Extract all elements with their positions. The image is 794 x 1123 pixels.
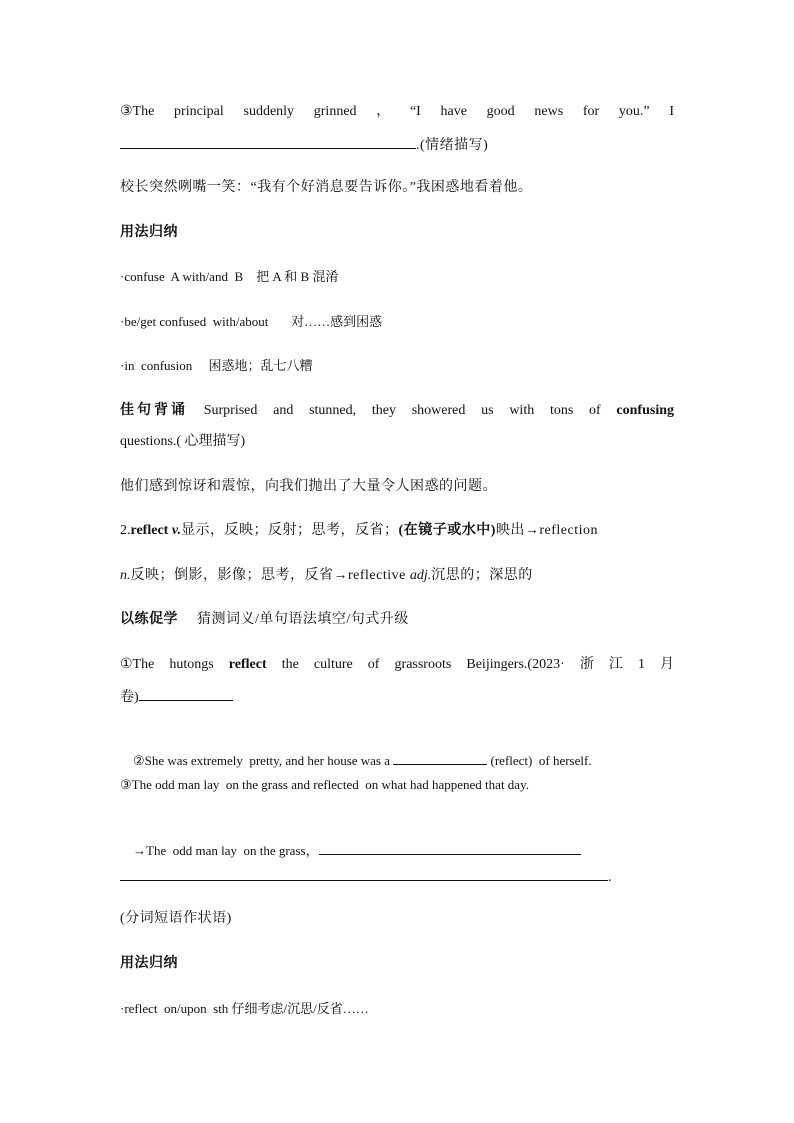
sentence-label: 佳句背诵 — [120, 403, 188, 418]
word: tons — [549, 403, 574, 418]
word: they — [371, 403, 396, 418]
word: the — [281, 657, 299, 672]
word: have — [440, 104, 467, 119]
practice-3-arrow-text: →The odd man lay on the grass， — [133, 843, 319, 858]
practice-subheading: 猜测词义/单句语法填空/句式升级 — [197, 612, 409, 627]
word: for — [582, 104, 600, 119]
usage-item: ·confuse A with/and B 把 A 和 B 混淆 — [120, 269, 339, 284]
word: you.” — [618, 104, 650, 119]
usage-item: ·reflect on/upon sth 仔细考虑/沉思/反省…… — [120, 1001, 369, 1016]
entry-line2-end: 沉思的；深思的 — [431, 568, 533, 583]
practice-1-source: 卷) — [120, 690, 139, 705]
word: us — [481, 403, 494, 418]
word: ①The — [120, 657, 155, 672]
practice-1-line — [120, 655, 674, 675]
entry-pos: v. — [171, 523, 182, 538]
word: with — [509, 403, 535, 418]
word: 月 — [660, 657, 674, 672]
word: “I — [409, 104, 421, 119]
answer-blank[interactable] — [120, 134, 416, 149]
word: Surprised — [203, 403, 258, 418]
word: principal — [174, 104, 224, 119]
entry-pos-adj: adj. — [409, 568, 432, 583]
entry-word: reflect — [130, 523, 169, 538]
word: and — [273, 403, 294, 418]
word: stunned, — [309, 403, 357, 418]
word: grassroots — [394, 657, 452, 672]
practice-2-text-before: ②She was extremely pretty, and her house was a — [133, 753, 394, 768]
word: grinned — [313, 104, 357, 119]
entry-meaning-2: 映出→reflection — [495, 523, 598, 538]
practice-heading: 以练促学 — [120, 612, 178, 627]
word: ， — [376, 104, 391, 119]
word: suddenly — [243, 104, 295, 119]
word: 江 — [608, 657, 623, 672]
answer-blank[interactable] — [139, 686, 233, 701]
word: 1 — [637, 657, 645, 672]
keyword: reflect — [228, 657, 267, 672]
entry-reflect-line-2 — [120, 566, 674, 586]
entry-pos-n: n. — [120, 568, 131, 583]
answer-blank[interactable] — [393, 750, 487, 765]
keyword: confusing — [616, 403, 674, 418]
sentence-translation: 他们感到惊讶和震惊，向我们抛出了大量令人困惑的问题。 — [120, 479, 497, 494]
entry-number: 2. — [120, 523, 131, 538]
practice-2-text-after: (reflect) of herself. — [487, 753, 592, 768]
sentence-line-2: questions.( 心理描写) — [120, 434, 246, 449]
practice-heading-line — [120, 610, 674, 630]
entry-reflect — [120, 521, 674, 541]
exercise-3-answer-line — [120, 134, 674, 156]
exercise-3-translation: 校长突然咧嘴一笑：“我有个好消息要告诉你。”我困惑地看着他。 — [120, 180, 533, 195]
entry-line2: 反映；倒影，影像；思考，反省→reflective — [130, 568, 410, 583]
word: good — [486, 104, 515, 119]
word: of — [589, 403, 601, 418]
practice-3-rewrite-line-2 — [120, 866, 674, 888]
word: hutongs — [169, 657, 214, 672]
exercise-3-line — [120, 102, 674, 122]
word: Beijingers.(2023· — [466, 657, 565, 672]
exercise-3-tag: .(情绪描写) — [416, 138, 489, 153]
word: culture — [313, 657, 353, 672]
sentence-line — [120, 401, 674, 421]
usage-heading: 用法归纳 — [120, 225, 178, 240]
word: 浙 — [579, 657, 594, 672]
word: I — [669, 104, 674, 119]
practice-3-line: ③The odd man lay on the grass and reflected on what had happened that day. — [120, 777, 529, 792]
answer-blank[interactable] — [120, 866, 608, 881]
entry-meaning-bold: (在镜子或水中) — [398, 523, 496, 538]
practice-3-tag: (分词短语作状语) — [120, 911, 232, 926]
period: . — [608, 870, 612, 885]
usage-item: ·be/get confused with/about 对……感到困惑 — [120, 314, 383, 329]
word: of — [367, 657, 380, 672]
word: news — [534, 104, 564, 119]
entry-meaning: 显示，反映；反射；思考，反省； — [181, 523, 399, 538]
usage-heading: 用法归纳 — [120, 956, 178, 971]
practice-1-line-2 — [120, 686, 674, 708]
word: showered — [411, 403, 466, 418]
answer-blank[interactable] — [319, 840, 581, 855]
word: ③The — [120, 104, 155, 119]
usage-item: ·in confusion 困惑地；乱七八糟 — [120, 358, 313, 373]
